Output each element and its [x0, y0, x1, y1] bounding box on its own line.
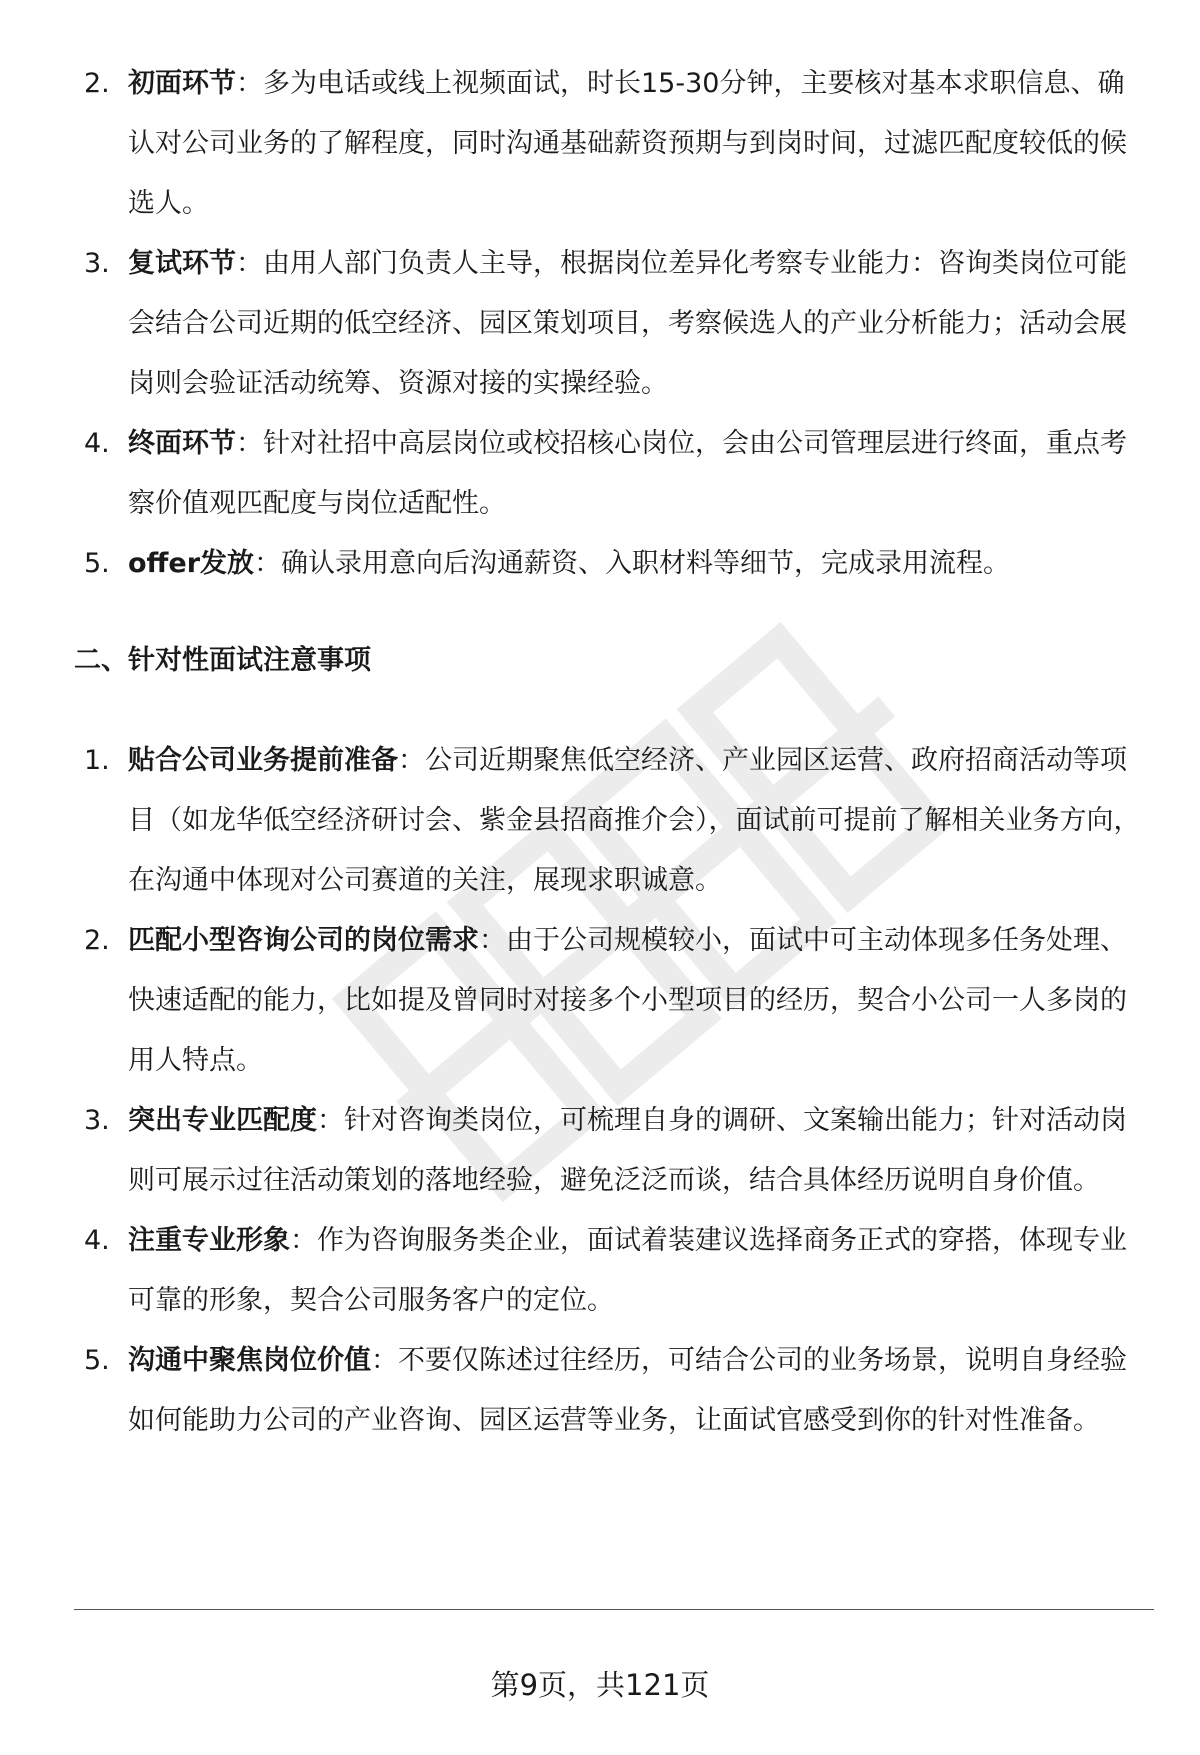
- list-item-text: ：公司近期聚焦低空经济、产业园区运营、政府招商活动等项目（如龙华低空经济研讨会、紫金县招商推介会），面试前可提前了解相关业务方向，在沟通中体现对公司赛道的关注，展现求职诚意。: [128, 745, 1141, 896]
- list-item: [74, 731, 1144, 911]
- list-item-number: 4.: [84, 1225, 110, 1256]
- list-item: [74, 1091, 1144, 1211]
- list-item-term: 匹配小型咨询公司的岗位需求: [128, 925, 479, 956]
- list-item-term: 注重专业形象: [128, 1225, 290, 1256]
- interview-process-list: [74, 54, 1144, 594]
- list-item-term: 初面环节: [128, 68, 236, 99]
- list-item: [74, 54, 1144, 234]
- list-item-number: 3.: [84, 248, 110, 279]
- list-item-number: 5.: [84, 1345, 110, 1376]
- list-item: [74, 414, 1144, 534]
- footer-divider: [74, 1609, 1154, 1610]
- list-item-text: ：针对咨询类岗位，可梳理自身的调研、文案输出能力；针对活动岗则可展示过往活动策划的落地经验，避免泛泛而谈，结合具体经历说明自身价值。: [128, 1105, 1127, 1196]
- section-heading: 二、针对性面试注意事项: [74, 645, 371, 676]
- list-item-number: 5.: [84, 548, 110, 579]
- list-item: [74, 911, 1144, 1091]
- list-item-number: 2.: [84, 68, 110, 99]
- list-item-text: ：针对社招中高层岗位或校招核心岗位，会由公司管理层进行终面，重点考察价值观匹配度与岗位适配性。: [128, 428, 1127, 519]
- list-item: [74, 1211, 1144, 1331]
- list-item-number: 3.: [84, 1105, 110, 1136]
- list-item: [74, 1331, 1144, 1451]
- list-item-text: ：多为电话或线上视频面试，时长15-30分钟，主要核对基本求职信息、确认对公司业务的了解程度，同时沟通基础薪资预期与到岗时间，过滤匹配度较低的候选人。: [128, 68, 1127, 219]
- list-item: [74, 534, 1144, 594]
- list-item-term: 沟通中聚焦岗位价值: [128, 1345, 371, 1376]
- list-item-number: 2.: [84, 925, 110, 956]
- page-number: 第9页，共121页: [490, 1668, 710, 1702]
- list-item-number: 4.: [84, 428, 110, 459]
- list-item: [74, 234, 1144, 414]
- list-item-text: ：作为咨询服务类企业，面试着装建议选择商务正式的穿搭，体现专业可靠的形象，契合公司服务客户的定位。: [128, 1225, 1127, 1316]
- document-body: [74, 54, 1144, 1451]
- list-item-term: 贴合公司业务提前准备: [128, 745, 398, 776]
- list-item-term: 终面环节: [128, 428, 236, 459]
- list-item-term: offer发放: [128, 548, 255, 579]
- list-item-text: ：由用人部门负责人主导，根据岗位差异化考察专业能力：咨询类岗位可能会结合公司近期的低空经济、园区策划项目，考察候选人的产业分析能力；活动会展岗则会验证活动统筹、资源对接的实操经验。: [128, 248, 1127, 399]
- list-item-term: 突出专业匹配度: [128, 1105, 317, 1136]
- list-item-term: 复试环节: [128, 248, 236, 279]
- list-item-text: ：确认录用意向后沟通薪资、入职材料等细节，完成录用流程。: [254, 548, 1011, 579]
- interview-tips-list: [74, 731, 1144, 1451]
- list-item-number: 1.: [84, 745, 110, 776]
- list-item-text: ：由于公司规模较小，面试中可主动体现多任务处理、快速适配的能力，比如提及曾同时对接多个小型项目的经历，契合小公司一人多岗的用人特点。: [128, 925, 1127, 1076]
- list-item-text: ：不要仅陈述过往经历，可结合公司的业务场景，说明自身经验如何能助力公司的产业咨询、园区运营等业务，让面试官感受到你的针对性准备。: [128, 1345, 1127, 1436]
